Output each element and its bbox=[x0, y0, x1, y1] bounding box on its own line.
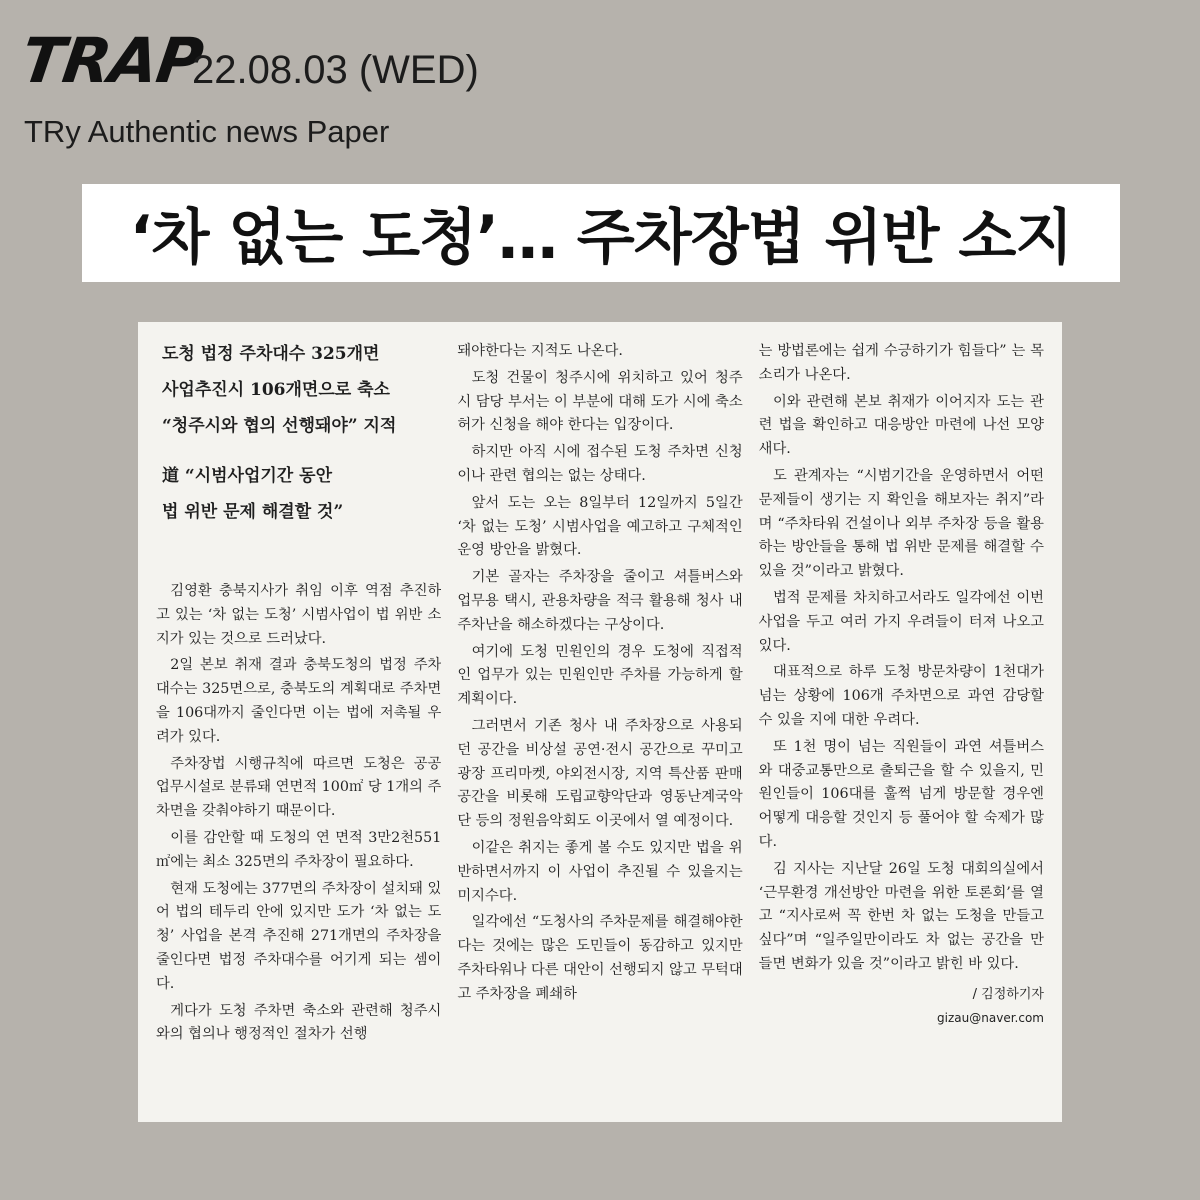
subheads bbox=[156, 340, 441, 524]
trap-logo: TRAP bbox=[16, 24, 207, 97]
paragraph: 대표적으로 하루 도청 방문차량이 1천대가 넘는 상황에 106개 주차면으로 과연 감당할 수 있을 지에 대한 우려다. bbox=[758, 664, 1044, 728]
paragraph: 김 지사는 지난달 26일 도청 대회의실에서 ‘근무환경 개선방안 마련을 위한 토론회’를 열고 “지사로써 꼭 한번 차 없는 도청을 만들고 싶다”며 “일주일만이라도 차 없는 공간을 만들면 변화가 있을 것”이라고 밝힌 바 있다. bbox=[758, 860, 1044, 972]
subhead: 道 “시범사업기간 동안 bbox=[162, 466, 332, 486]
paragraph: 일각에선 “도청사의 주차문제를 해결해야한다는 것에는 많은 도민들이 동감하고 있지만 주차타워나 다른 대안이 선행되지 않고 무턱대고 주차장을 폐쇄하 bbox=[457, 914, 743, 1002]
article-column-1 bbox=[156, 340, 441, 1110]
issue-date: 22.08.03 (WED) bbox=[192, 48, 479, 92]
headline: ‘차 없는 도청’… 주차장법 위반 소지 bbox=[129, 203, 1073, 273]
paragraph: 이와 관련해 본보 취재가 이어지자 도는 관련 법을 확인하고 대응방안 마련에 나선 모양새다. bbox=[758, 393, 1044, 458]
paragraph: 하지만 아직 시에 접수된 도청 주차면 신청이나 관련 협의는 없는 상태다. bbox=[457, 444, 743, 484]
paragraph: 김영환 충북지사가 취임 이후 역점 추진하고 있는 ‘차 없는 도청’ 시범사업이 법 위반 소지가 있는 것으로 드러났다. bbox=[156, 583, 442, 647]
paragraph: 돼야한다는 지적도 나온다. bbox=[457, 343, 623, 359]
subhead: “청주시와 협의 선행돼야” 지적 bbox=[162, 416, 397, 436]
paragraph: 주차장법 시행규칙에 따르면 도청은 공공 업무시설로 분류돼 연면적 100㎡ 당 1개의 주차면을 갖춰야하기 때문이다. bbox=[156, 755, 442, 820]
paragraph: 또 1천 명이 넘는 직원들이 과연 셔틀버스와 대중교통만으로 출퇴근을 할 수 있을지, 민원인들이 106대를 훌쩍 넘게 방문할 경우엔 어떻게 대응할 것인지 등 풀어야 할 숙제가 많다. bbox=[758, 738, 1044, 850]
tagline: TRy Authentic news Paper bbox=[24, 114, 390, 149]
paragraph: 는 방법론에는 쉽게 수긍하기가 힘들다” 는 목소리가 나온다. bbox=[758, 343, 1044, 383]
paragraph: 그러면서 기존 청사 내 주차장으로 사용되던 공간을 비상설 공연·전시 공간으로 꾸미고 광장 프리마켓, 야외전시장, 지역 특산품 판매 공간을 비롯해 도립교향악단과 영동난계국악단 등의 정원음악회도 이곳에서 열 예정이다. bbox=[457, 717, 743, 830]
article-column-3 bbox=[759, 340, 1044, 1110]
paragraph: 기본 골자는 주차장을 줄이고 셔틀버스와 업무용 택시, 관용차량을 적극 활용해 청사 내 주차난을 해소하겠다는 구상이다. bbox=[457, 569, 743, 633]
subhead: 사업추진시 106개면으로 축소 bbox=[162, 380, 390, 400]
paragraph: 게다가 도청 주차면 축소와 관련해 청주시와의 협의나 행정적인 절차가 선행 bbox=[156, 1002, 442, 1043]
reporter-email: gizau@naver.com bbox=[937, 1010, 1044, 1025]
article-clipping bbox=[138, 322, 1062, 1122]
paragraph: 여기에 도청 민원인의 경우 도청에 직접적인 업무가 있는 민원인만 주차를 가능하게 할 계획이다. bbox=[457, 643, 743, 708]
paragraph: 법적 문제를 차치하고서라도 일각에선 이번 사업을 두고 여러 가지 우려들이 터져 나오고 있다. bbox=[758, 589, 1044, 654]
spacer bbox=[156, 536, 441, 580]
paragraph: 이를 감안할 때 도청의 연 면적 3만2천551㎡에는 최소 325면의 주차장이 필요하다. bbox=[156, 829, 442, 870]
paragraph: 2일 본보 취재 결과 충북도청의 법정 주차대수는 325면으로, 충북도의 계획대로 주차면을 106대까지 줄인다면 이는 법에 저촉될 우려가 있다. bbox=[156, 657, 442, 745]
subhead: 도청 법정 주차대수 325개면 bbox=[162, 344, 380, 364]
paragraph: 앞서 도는 오는 8일부터 12일까지 5일간 ‘차 없는 도청’ 시범사업을 예고하고 구체적인 운영 방안을 밝혔다. bbox=[457, 494, 743, 559]
subhead: 법 위반 문제 해결할 것” bbox=[162, 502, 344, 522]
paragraph: 도청 건물이 청주시에 위치하고 있어 청주시 담당 부서는 이 부분에 대해 도가 시에 축소 허가 신청을 해야 한다는 입장이다. bbox=[457, 369, 743, 434]
paragraph: 도 관계자는 “시범기간을 운영하면서 어떤 문제들이 생기는 지 확인을 해보자는 취지”라며 “주차타워 건설이나 외부 주차장 등을 활용하는 방안들을 통해 법 위반 문제를 해결할 수 있을 것”이라고 밝혔다. bbox=[758, 467, 1044, 580]
paragraph: 이같은 취지는 좋게 볼 수도 있지만 법을 위반하면서까지 이 사업이 추진될 수 있을지는 미지수다. bbox=[457, 839, 743, 904]
paragraph: 현재 도청에는 377면의 주차장이 설치돼 있어 법의 테두리 안에 있지만 도가 ‘차 없는 도청’ 사업을 본격 추진해 271개면의 주차장을 줄인다면 법정 주차대수를 어기게 되는 셈이다. bbox=[156, 880, 442, 992]
headline-banner bbox=[82, 184, 1120, 282]
article-column-2 bbox=[457, 340, 742, 1110]
byline: / 김정하기자 bbox=[972, 986, 1044, 1002]
